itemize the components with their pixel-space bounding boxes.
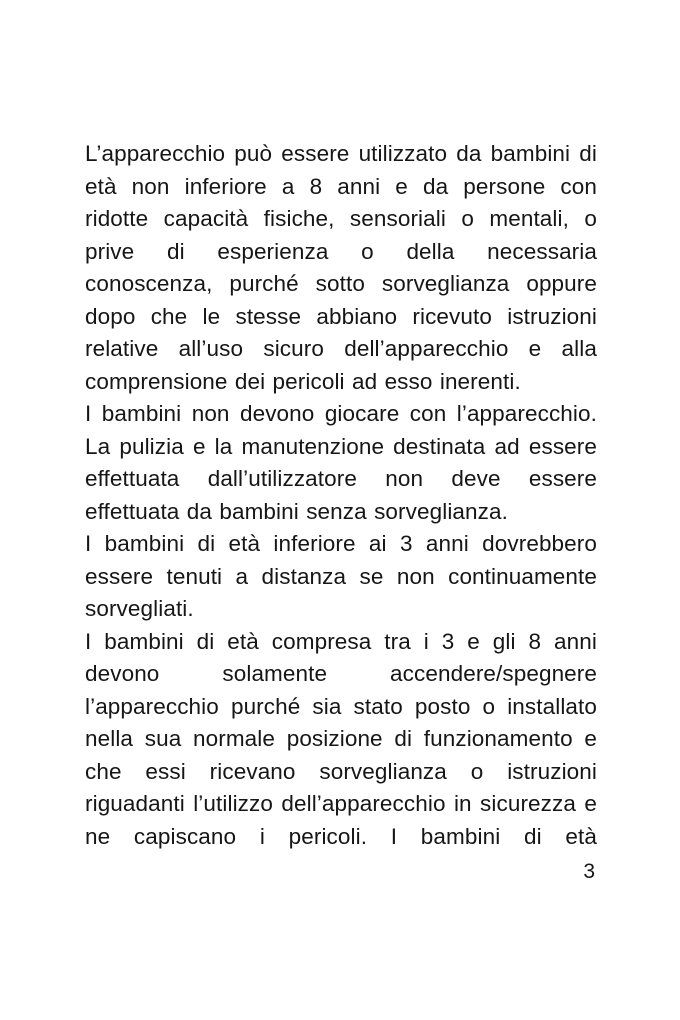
body-text — [85, 138, 597, 853]
page-number: 3 — [583, 860, 595, 883]
paragraph-children-under-3: I bambini di età inferiore ai 3 anni dovrebbero essere tenuti a distanza se non continuamente sorvegliati. — [85, 531, 597, 621]
paragraph-children-3-to-8: I bambini di età compresa tra i 3 e gli 8 anni devono solamente accendere/spegnere l’apparecchio purché sia stato posto o installato nella sua normale posizione di funzionamento e che essi ricevano sorveglianza o istruzioni riguadanti l’utilizzo dell’apparecchio in sicurezza e ne capiscano i pericoli. I bambini di età — [85, 628, 597, 849]
paragraph-appliance-use: L’apparecchio può essere utilizzato da bambini di età non inferiore a 8 anni e da persone con ridotte capacità fisiche, sensoriali o mentali, o prive di esperienza o della necessaria conoscenza, purché sotto sorveglianza oppure dopo che le stesse abbiano ricevuto istruzioni relative all’uso sicuro dell’apparecchio e alla comprensione dei pericoli ad esso inerenti. — [85, 141, 597, 394]
paragraph-children-play-cleaning: I bambini non devono giocare con l’apparecchio. La pulizia e la manutenzione destinata ad essere effettuata dall’utilizzatore non deve essere effettuata da bambini senza sorveglianza. — [85, 401, 597, 524]
